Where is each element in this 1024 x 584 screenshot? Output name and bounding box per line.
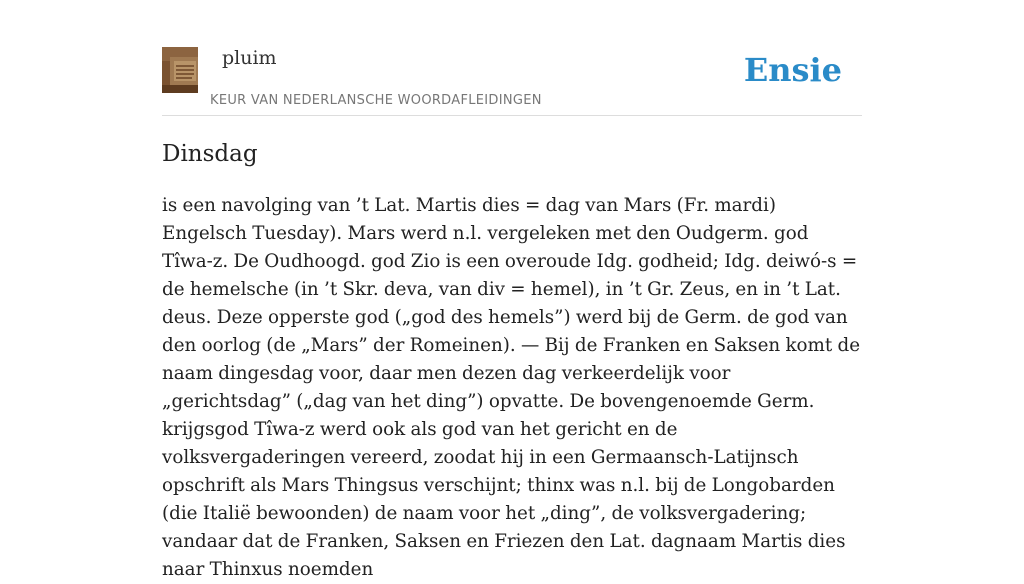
username-link[interactable]: pluim <box>222 47 277 69</box>
collection-name[interactable]: KEUR VAN NEDERLANSCHE WOORDAFLEIDINGEN <box>210 93 542 108</box>
avatar-crop-mask <box>198 40 212 100</box>
article-title: Dinsdag <box>162 141 258 167</box>
brand-logo[interactable]: Ensie <box>743 51 842 89</box>
header-divider <box>162 115 862 116</box>
article-body: is een navolging van ’t Lat. Martis dies = dag van Mars (Fr. mardi) Engelsch Tuesday). Mars werd n.l. vergeleken met den Oudgerm. god Tîwa-z. De Oudhoogd. god Zio is een overoude Idg. godheid; Idg. deiwó-s = de hemelsche (in ’t Skr. deva, van div = hemel), in ’t Gr. Zeus, en in ’t Lat. deus. Deze opperste god („god des hemels”) werd bij de Germ. de god van den oorlog (de „Mars” der Romeinen). — Bij de Franken en Saksen komt de naam dingesdag voor, daar men dezen dag verkeerdelijk voor „gerichtsdag” („dag van het ding”) opvatte. De bovengenoemde Germ. krijgsgod Tîwa-z werd ook als god van het gericht en de volksvergaderingen vereerd, zoodat hij in een Germaansch-Latijnsch opschrift als Mars Thingsus verschijnt; thinx was n.l. bij de Longobarden (die Italië bewoonden) de naam voor het „ding”, de volksvergadering; vandaar dat de Franken, Saksen en Friezen den Lat. dagnaam Martis dies naar Thinxus noemden <box>162 195 861 580</box>
